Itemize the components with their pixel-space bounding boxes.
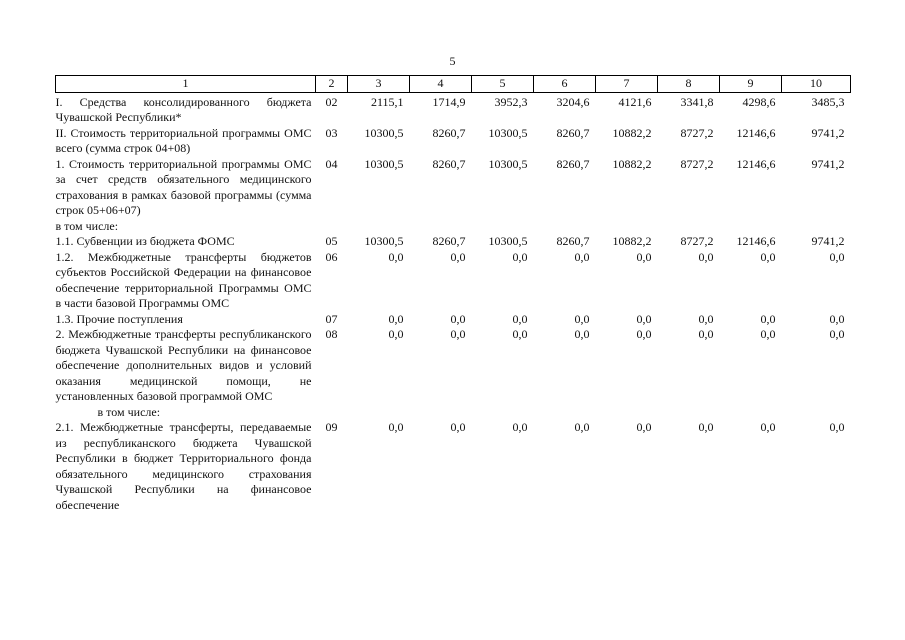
header-cell: 1: [56, 76, 316, 93]
row-value: 3204,6: [556, 94, 590, 109]
row-value: 0,0: [698, 249, 714, 264]
row-value: 0,0: [450, 420, 466, 434]
row-value: 9741,2: [811, 125, 845, 140]
table-row: [56, 219, 851, 235]
row-code: 08: [325, 327, 338, 341]
row-value: [720, 219, 782, 235]
row-value: 0,0: [760, 327, 776, 341]
budget-table: [55, 75, 851, 513]
row-value: 9741,2: [811, 156, 845, 171]
row-description: в том числе:: [55, 218, 119, 233]
row-description: 2.1. Межбюджетные трансферты, передаваемые из республиканского бюджета Чувашской Республики в бюджет Территориального фонда обязательного медицинского страхования Чувашской Республики на финансовое обеспечение: [55, 420, 312, 512]
table-row: [56, 157, 851, 219]
row-value: [720, 405, 782, 421]
row-value: 9741,2: [811, 234, 845, 248]
row-value: [534, 219, 596, 235]
table-row: [56, 234, 851, 250]
row-value: 10882,2: [612, 234, 652, 248]
row-description: в том числе:: [97, 404, 161, 419]
row-value: [596, 405, 658, 421]
table-row: [56, 312, 851, 328]
row-value: 8727,2: [680, 125, 714, 140]
row-description: I. Средства консолидированного бюджета Чувашской Республики*: [55, 94, 312, 124]
row-value: 3952,3: [494, 94, 528, 109]
page-number: 5: [449, 54, 456, 68]
row-value: 8727,2: [680, 234, 714, 248]
row-value: 0,0: [636, 249, 652, 264]
row-value: 10300,5: [364, 156, 404, 171]
row-code: [316, 219, 348, 235]
row-value: 10300,5: [488, 234, 528, 248]
header-cell: 5: [472, 76, 534, 93]
header-cell: 7: [596, 76, 658, 93]
row-value: [658, 405, 720, 421]
row-description: II. Стоимость территориальной программы ОМС всего (сумма строк 04+08): [55, 125, 312, 155]
row-value: [472, 219, 534, 235]
row-value: 0,0: [450, 249, 466, 264]
row-value: 8260,7: [556, 234, 590, 248]
row-value: [782, 219, 851, 235]
table-header: [56, 76, 851, 93]
row-value: [596, 219, 658, 235]
row-value: 4121,6: [618, 94, 652, 109]
row-value: 0,0: [388, 249, 404, 264]
row-value: 3341,8: [680, 94, 714, 109]
row-description: 1.1. Субвенции из бюджета ФОМС: [55, 234, 235, 248]
header-cell: 4: [410, 76, 472, 93]
row-value: 0,0: [829, 327, 845, 341]
row-value: 8260,7: [556, 125, 590, 140]
row-code: [316, 405, 348, 421]
table-row: [56, 92, 851, 126]
row-value: 0,0: [636, 311, 652, 326]
row-code: 03: [325, 125, 338, 140]
table-row: [56, 327, 851, 405]
row-value: 12146,6: [736, 125, 776, 140]
row-value: 8260,7: [432, 234, 466, 248]
table-row: [56, 126, 851, 157]
row-value: 10300,5: [488, 156, 528, 171]
row-value: 0,0: [636, 420, 652, 434]
row-value: [472, 405, 534, 421]
row-code: 02: [325, 94, 338, 109]
row-value: [782, 405, 851, 421]
row-value: 10300,5: [488, 125, 528, 140]
row-value: 0,0: [636, 327, 652, 341]
row-value: 10300,5: [364, 125, 404, 140]
row-value: 10300,5: [364, 234, 404, 248]
header-cell: 10: [782, 76, 851, 93]
row-value: 0,0: [574, 311, 590, 326]
row-code: 05: [325, 234, 338, 248]
row-value: 0,0: [512, 327, 528, 341]
row-description: 1. Стоимость территориальной программы ОМС за счет средств обязательного медицинского страхования в рамках базовой программы (сумма строк 05+06+07): [55, 156, 312, 217]
row-value: [410, 219, 472, 235]
row-description: 1.2. Межбюджетные трансферты бюджетов субъектов Российской Федерации на финансовое обеспечение территориальной Программы ОМС в части базовой Программы ОМС: [55, 249, 312, 310]
row-value: 0,0: [760, 420, 776, 434]
row-value: 8260,7: [432, 156, 466, 171]
row-value: [658, 219, 720, 235]
row-value: [410, 405, 472, 421]
row-value: 8260,7: [556, 156, 590, 171]
row-value: 10882,2: [612, 125, 652, 140]
row-description: 1.3. Прочие поступления: [55, 311, 183, 326]
row-value: 0,0: [574, 327, 590, 341]
row-value: [348, 405, 410, 421]
row-value: 0,0: [698, 327, 714, 341]
row-value: [348, 219, 410, 235]
row-description: 2. Межбюджетные трансферты республиканского бюджета Чувашской Республики на финансовое обеспечение дополнительных видов и условий оказания медицинской помощи, не установленных базовой программой ОМС: [55, 327, 312, 403]
row-value: 12146,6: [736, 234, 776, 248]
row-value: 0,0: [574, 249, 590, 264]
row-value: 2115,1: [370, 94, 404, 109]
row-value: 0,0: [512, 420, 528, 434]
table-row: [56, 250, 851, 312]
header-cell: 3: [348, 76, 410, 93]
row-code: 09: [325, 420, 338, 434]
row-value: 1714,9: [432, 94, 466, 109]
table-body: [56, 92, 851, 513]
row-value: 0,0: [388, 420, 404, 434]
row-value: 0,0: [574, 420, 590, 434]
row-value: 3485,3: [811, 94, 845, 109]
table-row: [56, 405, 851, 421]
header-cell: 9: [720, 76, 782, 93]
row-value: 0,0: [760, 311, 776, 326]
header-cell: 6: [534, 76, 596, 93]
row-value: 4298,6: [742, 94, 776, 109]
row-value: 0,0: [512, 311, 528, 326]
row-value: 0,0: [829, 249, 845, 264]
header-row: [56, 76, 851, 93]
row-value: 10882,2: [612, 156, 652, 171]
row-code: 04: [325, 156, 338, 171]
row-value: 0,0: [698, 420, 714, 434]
row-value: [534, 405, 596, 421]
row-value: 0,0: [450, 327, 466, 341]
row-value: 0,0: [698, 311, 714, 326]
row-value: 0,0: [512, 249, 528, 264]
row-code: 07: [325, 311, 338, 326]
row-value: 0,0: [829, 420, 845, 434]
row-value: 0,0: [829, 311, 845, 326]
row-value: 0,0: [450, 311, 466, 326]
row-value: 0,0: [388, 327, 404, 341]
table-row: [56, 420, 851, 513]
header-cell: 2: [316, 76, 348, 93]
header-cell: 8: [658, 76, 720, 93]
row-value: 0,0: [760, 249, 776, 264]
row-value: 0,0: [388, 311, 404, 326]
row-code: 06: [325, 249, 338, 264]
row-value: 8260,7: [432, 125, 466, 140]
row-value: 12146,6: [736, 156, 776, 171]
row-value: 8727,2: [680, 156, 714, 171]
